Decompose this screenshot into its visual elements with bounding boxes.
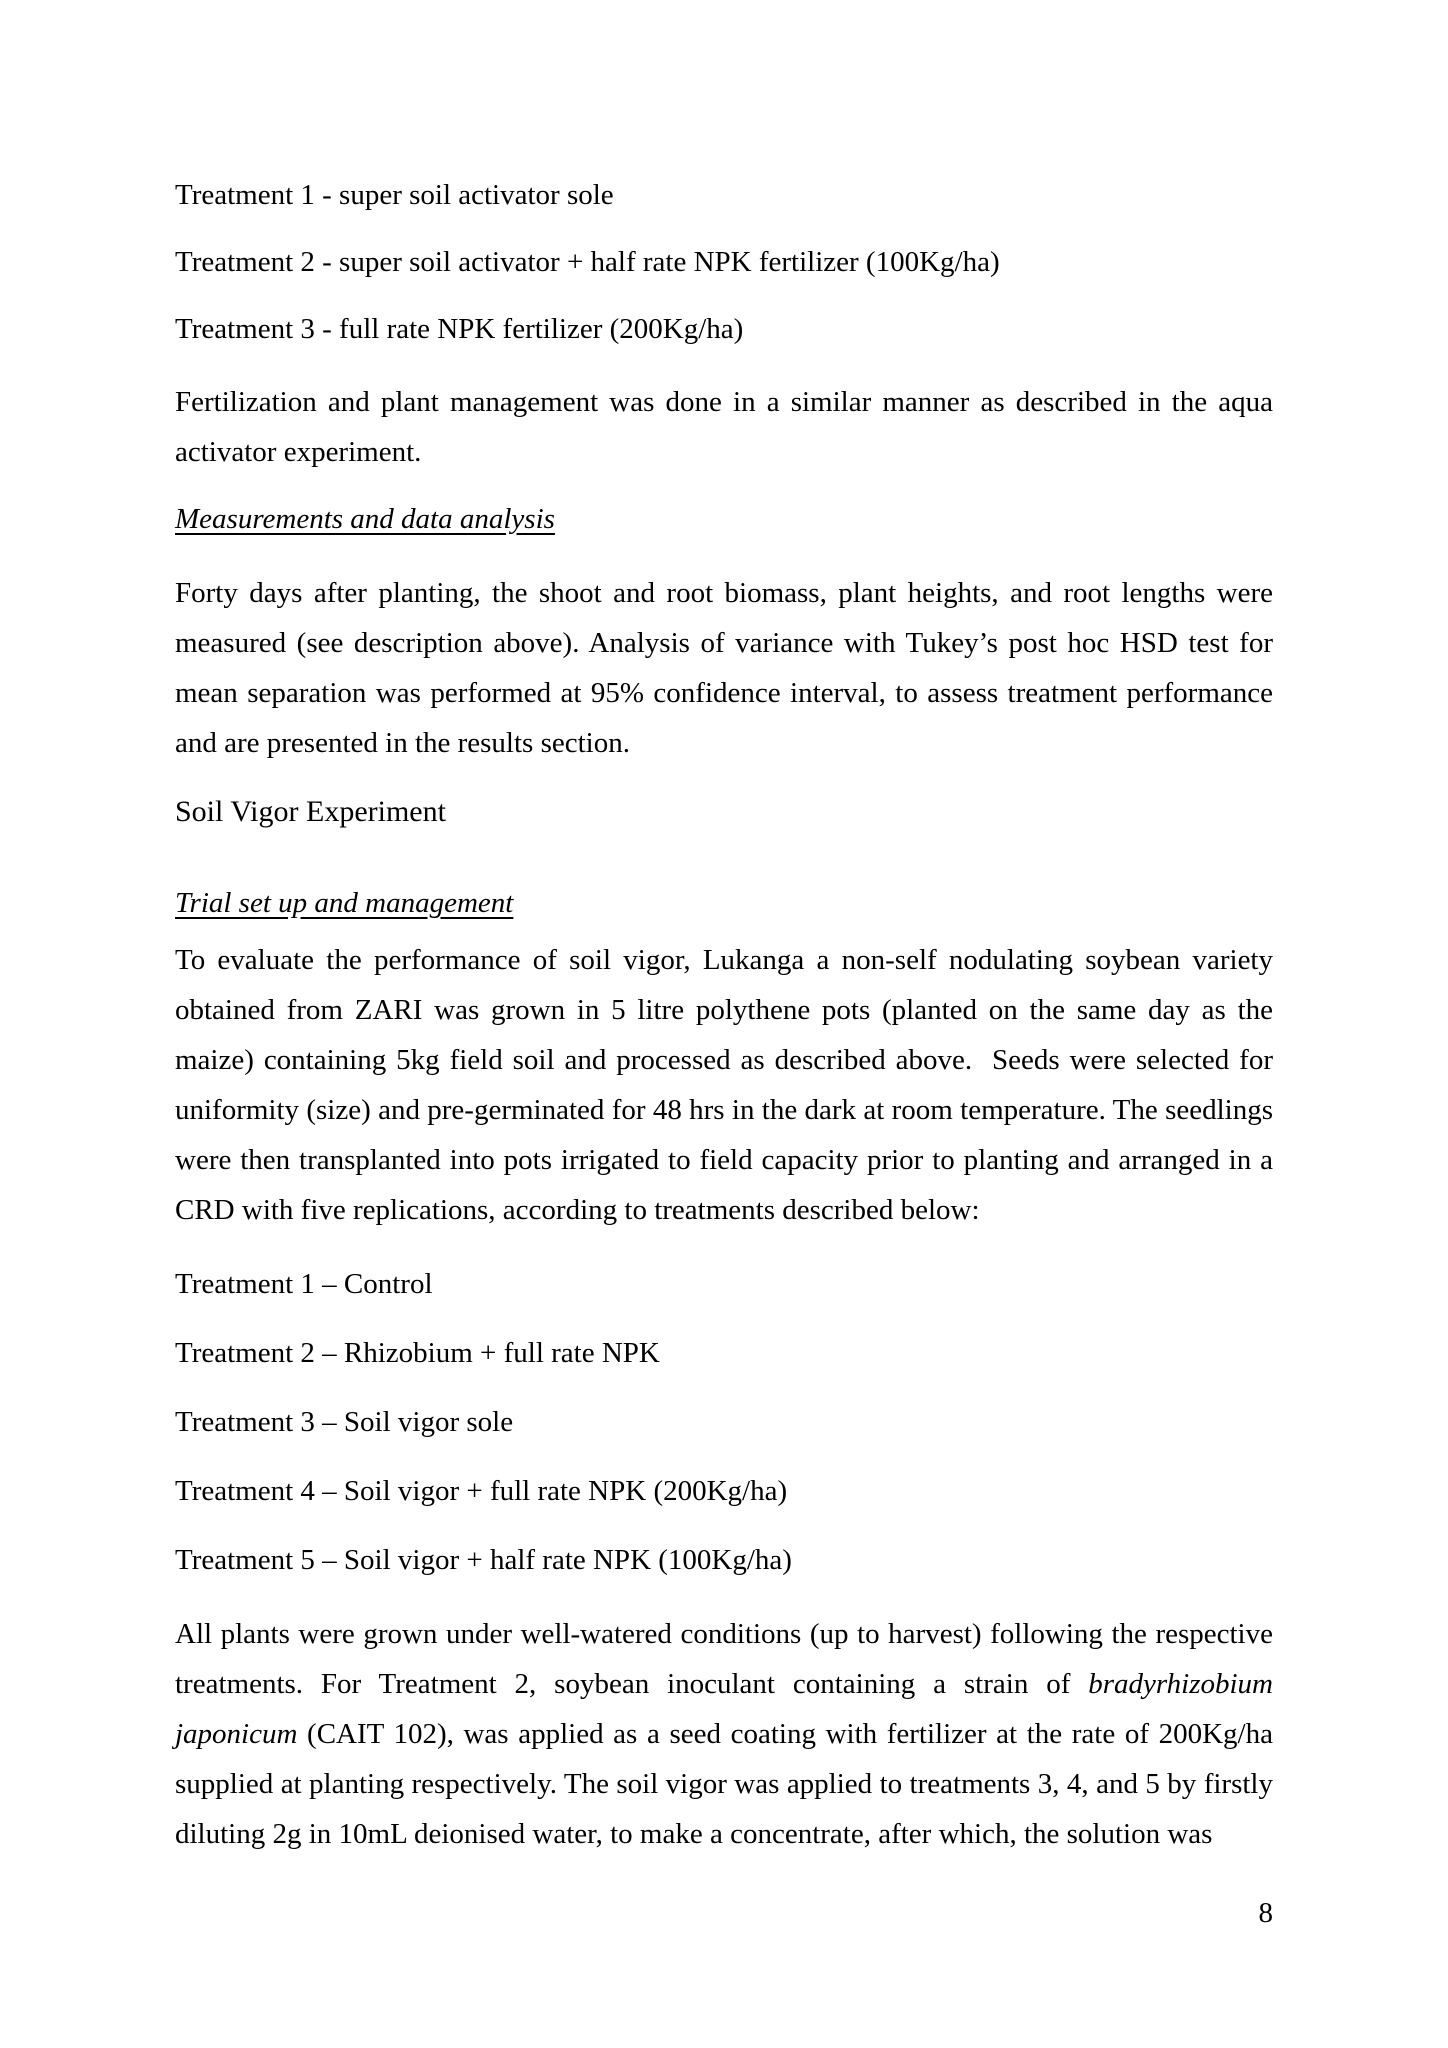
paragraph-forty-days: Forty days after planting, the shoot and root biomass, plant heights, and root lengths were measured (see description above). Analysis of variance with Tukey’s post hoc HSD test for mean separation was performed at 95% confidence interval, to assess treatment performance and are presented in the results section. (175, 577, 1273, 759)
list-item-super-soil-treatment-2: Treatment 2 - super soil activator + half rate NPK fertilizer (100Kg/ha) (175, 246, 1000, 278)
list-item-soil-vigor-treatment-3: Treatment 3 – Soil vigor sole (175, 1406, 514, 1438)
paragraph-all-plants (175, 1609, 1273, 1859)
page-number: 8 (1258, 1897, 1273, 1929)
paragraph-all-plants-text-continued: (CAIT 102), was applied as a seed coating with fertilizer at the rate of 200Kg/ha supplied at planting respectively. The soil vigor was applied to treatments 3, 4, and 5 by firstly diluting 2g in 10mL deionised water, to make a concentrate, after which, the solution was (175, 1718, 1273, 1850)
heading-measurements-and-data-analysis: Measurements and data analysis (175, 503, 555, 535)
list-item-super-soil-treatment-1: Treatment 1 - super soil activator sole (175, 179, 614, 211)
list-item-soil-vigor-treatment-2: Treatment 2 – Rhizobium + full rate NPK (175, 1337, 660, 1369)
list-item-soil-vigor-treatment-5: Treatment 5 – Soil vigor + half rate NPK (100Kg/ha) (175, 1544, 792, 1576)
heading-trial-set-up-and-management: Trial set up and management (175, 887, 514, 919)
list-item-soil-vigor-treatment-4: Treatment 4 – Soil vigor + full rate NPK (200Kg/ha) (175, 1475, 788, 1507)
list-item-soil-vigor-treatment-1: Treatment 1 – Control (175, 1268, 433, 1300)
heading-soil-vigor-experiment: Soil Vigor Experiment (175, 795, 446, 828)
italic-species-name: bradyrhizobium japonicum (175, 1668, 1273, 1750)
paragraph-fertilization: Fertilization and plant management was done in a similar manner as described in the aqua activator experiment. (175, 386, 1273, 468)
paragraph-to-evaluate: To evaluate the performance of soil vigor, Lukanga a non-self nodulating soybean variety obtained from ZARI was grown in 5 litre polythene pots (planted on the same day as the maize) containing 5kg field soil and processed as described above. Seeds were selected for uniformity (size) and pre-germinated for 48 hrs in the dark at room temperature. The seedlings were then transplanted into pots irrigated to field capacity prior to planting and arranged in a CRD with five replications, according to treatments described below: (175, 944, 1273, 1226)
paragraph-all-plants-text: All plants were grown under well-watered conditions (up to harvest) following the respective treatments. For Treatment 2, soybean inoculant containing a strain of (175, 1618, 1273, 1700)
list-item-super-soil-treatment-3: Treatment 3 - full rate NPK fertilizer (200Kg/ha) (175, 313, 744, 345)
